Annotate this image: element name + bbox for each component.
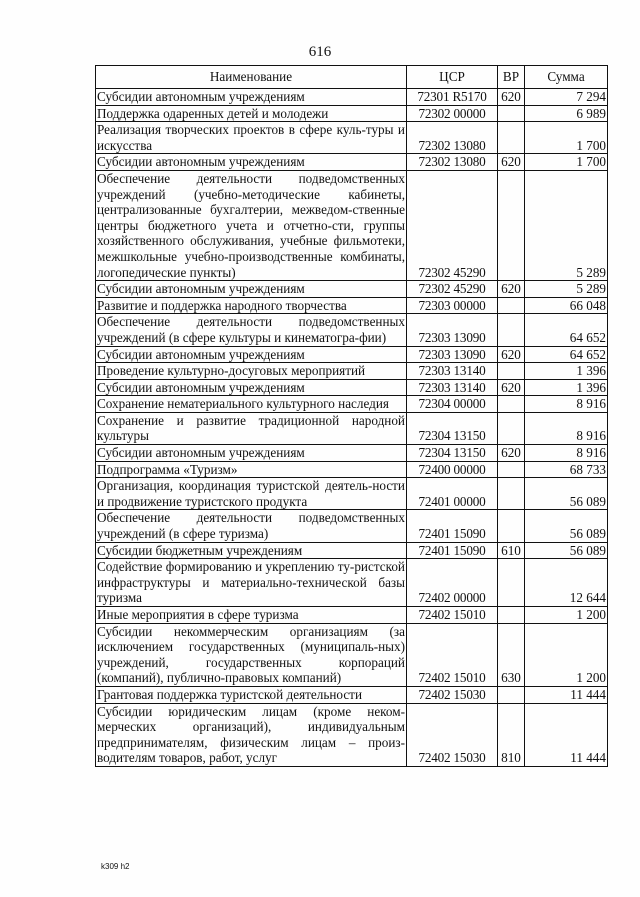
cell-csr: 72402 00000 bbox=[407, 559, 498, 607]
table-header-row bbox=[96, 66, 608, 89]
cell-name: Субсидии автономным учреждениям bbox=[96, 346, 407, 363]
cell-name: Субсидии автономным учреждениям bbox=[96, 445, 407, 462]
cell-sum: 64 652 bbox=[525, 314, 608, 346]
cell-name: Субсидии автономным учреждениям bbox=[96, 379, 407, 396]
cell-sum: 6 989 bbox=[525, 105, 608, 122]
table-body bbox=[96, 89, 608, 767]
footer-code: k309 h2 bbox=[101, 862, 130, 871]
cell-vr bbox=[498, 314, 525, 346]
cell-sum: 66 048 bbox=[525, 297, 608, 314]
cell-name: Подпрограмма «Туризм» bbox=[96, 461, 407, 478]
cell-csr: 72303 00000 bbox=[407, 297, 498, 314]
cell-vr bbox=[498, 686, 525, 703]
cell-name: Организация, координация туристской деятель-ности и продвижение туристского продукта bbox=[97, 478, 405, 509]
cell-sum: 1 396 bbox=[525, 363, 608, 380]
cell-csr: 72401 00000 bbox=[407, 478, 498, 510]
table-row bbox=[96, 314, 608, 346]
cell-csr: 72301 R5170 bbox=[407, 89, 498, 106]
cell-name: Сохранение и развитие традиционной народной культуры bbox=[97, 412, 405, 444]
table-row bbox=[96, 478, 608, 510]
cell-csr: 72303 13090 bbox=[407, 314, 498, 346]
cell-vr: 620 bbox=[498, 445, 525, 462]
cell-csr: 72401 15090 bbox=[407, 510, 498, 542]
header-name: Наименование bbox=[96, 66, 407, 89]
cell-vr: 620 bbox=[498, 154, 525, 171]
cell-csr: 72302 13080 bbox=[407, 154, 498, 171]
table-row bbox=[96, 542, 608, 559]
cell-sum: 8 916 bbox=[525, 445, 608, 462]
cell-vr bbox=[498, 478, 525, 510]
cell-vr: 620 bbox=[498, 346, 525, 363]
cell-sum: 56 089 bbox=[525, 478, 608, 510]
cell-sum: 12 644 bbox=[525, 559, 608, 607]
cell-sum: 11 444 bbox=[525, 703, 608, 766]
table-row bbox=[96, 623, 608, 686]
cell-vr bbox=[498, 559, 525, 607]
cell-csr: 72303 13140 bbox=[407, 379, 498, 396]
cell-name: Развитие и поддержка народного творчества bbox=[96, 297, 407, 314]
cell-csr: 72304 13150 bbox=[407, 412, 498, 444]
cell-name: Проведение культурно-досуговых мероприятий bbox=[96, 363, 407, 380]
cell-sum: 1 200 bbox=[525, 607, 608, 624]
table-row bbox=[96, 154, 608, 171]
cell-name: Грантовая поддержка туристской деятельности bbox=[96, 686, 407, 703]
table-row bbox=[96, 297, 608, 314]
table-row bbox=[96, 461, 608, 478]
cell-vr bbox=[498, 607, 525, 624]
cell-vr bbox=[498, 105, 525, 122]
cell-sum: 8 916 bbox=[525, 396, 608, 413]
cell-csr: 72304 00000 bbox=[407, 396, 498, 413]
table-row bbox=[96, 122, 608, 154]
cell-name: Поддержка одаренных детей и молодежи bbox=[96, 105, 407, 122]
cell-name: Реализация творческих проектов в сфере куль-туры и искусства bbox=[97, 122, 405, 153]
cell-sum: 68 733 bbox=[525, 461, 608, 478]
cell-name: Обеспечение деятельности подведомственных учреждений (в сфере туризма) bbox=[97, 510, 405, 542]
cell-csr: 72304 13150 bbox=[407, 445, 498, 462]
table-row bbox=[96, 703, 608, 766]
cell-vr bbox=[498, 363, 525, 380]
cell-vr bbox=[498, 461, 525, 478]
cell-name: Обеспечение деятельности подведомственных учреждений (учебно-методические кабинеты, централизованные бухгалтерии, межведом-ственные центры бюджетного учета и отчетно-сти, группы хозяйственного обслуживания, учебные фильмотеки, межшкольные учебно-производственные комбинаты, логопедические пункты) bbox=[97, 170, 405, 280]
cell-name: Обеспечение деятельности подведомственных учреждений (в сфере культуры и кинематогра-фии) bbox=[97, 314, 405, 345]
page-number: 616 bbox=[308, 44, 332, 60]
table-row bbox=[96, 281, 608, 298]
cell-sum: 11 444 bbox=[525, 686, 608, 703]
cell-vr bbox=[498, 170, 525, 280]
cell-vr bbox=[498, 297, 525, 314]
cell-csr: 72302 45290 bbox=[407, 281, 498, 298]
cell-sum: 1 700 bbox=[525, 154, 608, 171]
table-row bbox=[96, 346, 608, 363]
cell-vr: 620 bbox=[498, 281, 525, 298]
header-csr: ЦСР bbox=[407, 66, 498, 89]
cell-csr: 72402 15030 bbox=[407, 703, 498, 766]
cell-csr: 72402 15010 bbox=[407, 607, 498, 624]
budget-table bbox=[95, 65, 608, 767]
cell-sum: 56 089 bbox=[525, 510, 608, 542]
cell-name: Субсидии бюджетным учреждениям bbox=[96, 542, 407, 559]
cell-sum: 1 200 bbox=[525, 623, 608, 686]
cell-vr: 610 bbox=[498, 542, 525, 559]
cell-vr bbox=[498, 122, 525, 154]
cell-vr bbox=[498, 396, 525, 413]
cell-name: Субсидии автономным учреждениям bbox=[96, 89, 407, 106]
cell-vr: 620 bbox=[498, 89, 525, 106]
cell-csr: 72402 15010 bbox=[407, 623, 498, 686]
cell-sum: 56 089 bbox=[525, 542, 608, 559]
header-vr: ВР bbox=[498, 66, 525, 89]
cell-csr: 72303 13140 bbox=[407, 363, 498, 380]
table-row bbox=[96, 686, 608, 703]
cell-sum: 5 289 bbox=[525, 281, 608, 298]
cell-csr: 72302 45290 bbox=[407, 170, 498, 280]
cell-csr: 72400 00000 bbox=[407, 461, 498, 478]
cell-sum: 1 700 bbox=[525, 122, 608, 154]
table-row bbox=[96, 105, 608, 122]
cell-sum: 1 396 bbox=[525, 379, 608, 396]
cell-name: Иные мероприятия в сфере туризма bbox=[96, 607, 407, 624]
cell-name: Сохранение нематериального культурного наследия bbox=[96, 396, 407, 413]
table-row bbox=[96, 170, 608, 280]
cell-csr: 72303 13090 bbox=[407, 346, 498, 363]
cell-csr: 72302 00000 bbox=[407, 105, 498, 122]
cell-vr: 810 bbox=[498, 703, 525, 766]
table-row bbox=[96, 412, 608, 444]
cell-vr: 630 bbox=[498, 623, 525, 686]
cell-sum: 8 916 bbox=[525, 412, 608, 444]
table-row bbox=[96, 363, 608, 380]
cell-vr: 620 bbox=[498, 379, 525, 396]
table-row bbox=[96, 445, 608, 462]
cell-vr bbox=[498, 510, 525, 542]
cell-name: Субсидии автономным учреждениям bbox=[96, 281, 407, 298]
cell-sum: 7 294 bbox=[525, 89, 608, 106]
cell-csr: 72402 15030 bbox=[407, 686, 498, 703]
cell-name: Содействие формированию и укреплению ту-ристской инфраструктуры и материально-технической базы туризма bbox=[97, 559, 405, 606]
table-row bbox=[96, 89, 608, 106]
cell-sum: 5 289 bbox=[525, 170, 608, 280]
cell-csr: 72302 13080 bbox=[407, 122, 498, 154]
cell-name: Субсидии автономным учреждениям bbox=[96, 154, 407, 171]
cell-csr: 72401 15090 bbox=[407, 542, 498, 559]
table-row bbox=[96, 559, 608, 607]
cell-name: Субсидии юридическим лицам (кроме неком-мерческих организаций), индивидуальным предпринимателям, физическим лицам – произ-водителям товаров, работ, услуг bbox=[97, 703, 405, 766]
table-row bbox=[96, 396, 608, 413]
table-row bbox=[96, 379, 608, 396]
table-row bbox=[96, 607, 608, 624]
cell-sum: 64 652 bbox=[525, 346, 608, 363]
cell-vr bbox=[498, 412, 525, 444]
cell-name: Субсидии некоммерческим организациям (за исключением государственных (муниципаль-ных) учреждений, государственных корпораций (компаний), публично-правовых компаний) bbox=[97, 623, 405, 686]
header-sum: Сумма bbox=[525, 66, 608, 89]
table-row bbox=[96, 510, 608, 542]
